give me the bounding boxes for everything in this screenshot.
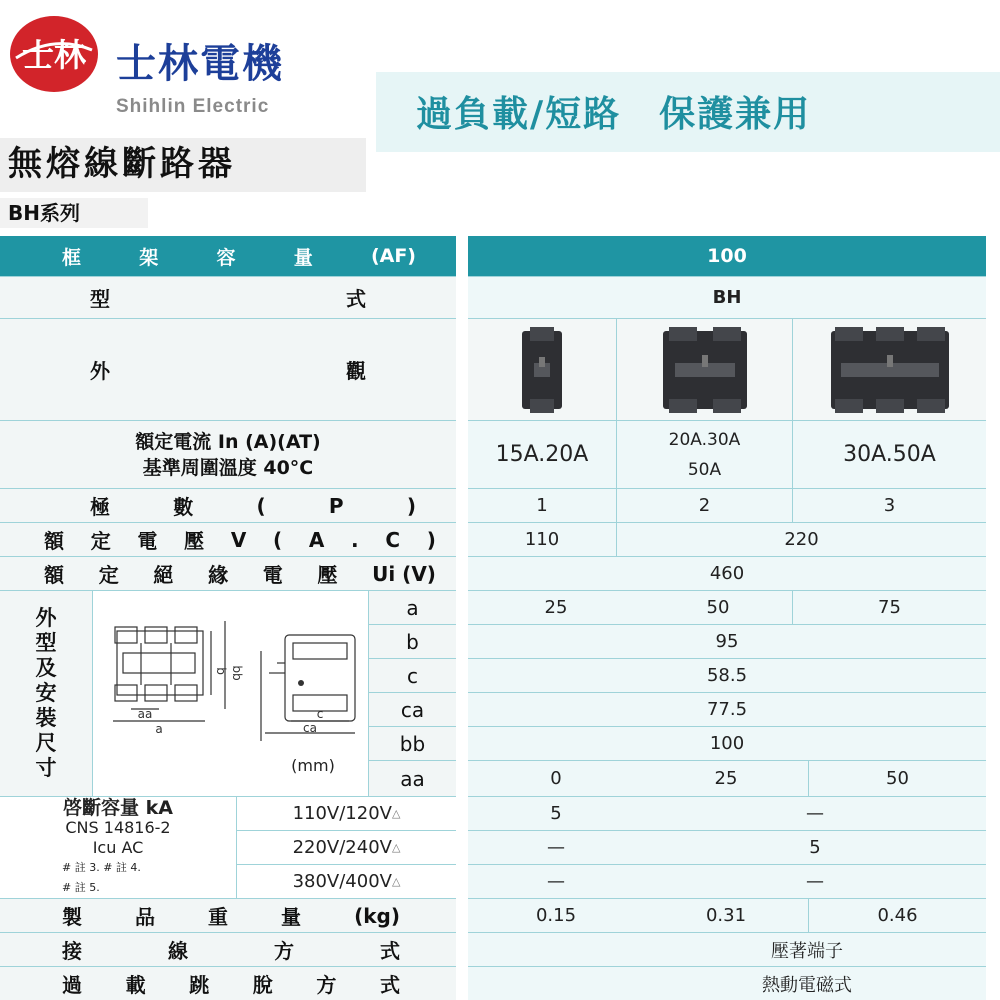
rated-voltage-label-char: 額 — [44, 529, 64, 553]
breaking-voltage-text: 220V/240V — [292, 837, 392, 858]
weight-label-char: 品 — [135, 905, 156, 929]
rated-voltage-label-char: . — [351, 527, 359, 552]
breaking-220-2p3p: 5 — [644, 830, 986, 864]
rated-voltage-label-char: V — [230, 527, 247, 552]
insulation-label-char: 絕 — [153, 563, 174, 587]
rated-current-2p-line: 50A — [687, 459, 722, 480]
breaking-110-1p: 5 — [468, 796, 644, 830]
breaker-3-pole-icon — [825, 327, 955, 413]
trip-label-char: 方 — [316, 973, 337, 997]
triangle-note-icon: △ — [391, 875, 401, 888]
dimensions-label-char: 寸 — [35, 756, 57, 780]
rated-voltage-label-char: 電 — [137, 529, 158, 553]
insulation-label-char: 定 — [98, 563, 119, 587]
trip-label — [0, 966, 456, 1000]
dim-a-1p: 25 — [468, 590, 644, 624]
weight-label-char: 製 — [62, 905, 82, 929]
breaker-2-pole-icon — [655, 327, 755, 413]
dimensions-label-char: 尺 — [35, 731, 57, 755]
rated-current-label — [0, 420, 456, 488]
rated-voltage-2p3p: 220 — [616, 522, 986, 556]
dim-ca-value: 77.5 — [468, 692, 986, 726]
breaking-voltage-text: 110V/120V — [292, 803, 392, 824]
breaking-icu-line: Icu AC — [92, 837, 144, 857]
page-title: 無熔線斷路器 — [8, 144, 236, 184]
dim-a-3p: 75 — [792, 590, 986, 624]
brand-name-english: Shihlin Electric — [116, 96, 270, 117]
insulation-label-char: 緣 — [208, 563, 229, 587]
dim-label-ca: ca — [303, 721, 317, 735]
insulation-label-unit: Ui (V) — [372, 561, 436, 586]
feature-banner-text: 過負載/短路 保護兼用 — [416, 94, 812, 135]
breaker-1p-image — [468, 318, 616, 420]
dim-key-ca: ca — [368, 692, 456, 726]
weight-3p: 0.46 — [808, 898, 986, 932]
weight-label-char: 重 — [208, 905, 229, 929]
connection-label-char: 方 — [274, 939, 294, 963]
poles-label-char: 極 — [90, 495, 110, 519]
dim-key-aa: aa — [368, 760, 456, 796]
breaking-note-line: # 註 5. — [62, 880, 100, 894]
poles-1p: 1 — [468, 488, 616, 522]
triangle-note-icon: △ — [391, 841, 401, 854]
insulation-voltage-value: 460 — [468, 556, 986, 590]
breaking-voltage-220 — [236, 830, 456, 864]
trip-label-char: 載 — [125, 973, 146, 997]
trip-label-char: 跳 — [189, 973, 210, 997]
dimensions-label-char: 裝 — [35, 706, 57, 730]
dimension-diagram — [92, 590, 368, 796]
af-label-unit: (AF) — [370, 245, 416, 267]
poles-label-char: 數 — [173, 495, 194, 519]
dim-key-bb: bb — [368, 726, 456, 760]
brand-name-chinese: 士林電機 — [116, 41, 284, 87]
dim-label-aa: aa — [137, 707, 153, 721]
dim-bb-value: 100 — [468, 726, 986, 760]
af-label-char: 量 — [293, 246, 313, 269]
rated-voltage-label-char: A — [308, 527, 325, 552]
weight-label-unit: (kg) — [354, 903, 400, 928]
breaking-380-1p: — — [468, 864, 644, 898]
poles-label-char: ) — [406, 493, 416, 518]
dimensions-label-char: 型 — [35, 631, 57, 655]
af-label-char: 容 — [216, 246, 236, 269]
rated-voltage-label-char: ( — [273, 527, 283, 552]
rated-voltage-label-char: ) — [426, 527, 436, 552]
connection-label-char: 接 — [62, 939, 82, 963]
dim-key-a: a — [368, 590, 456, 624]
weight-1p: 0.15 — [468, 898, 644, 932]
breaking-capacity-label — [0, 796, 236, 898]
trip-label-char: 脫 — [252, 973, 273, 997]
breaker-2p-image — [616, 318, 792, 420]
rated-voltage-label-char: 定 — [90, 529, 111, 553]
breaker-3p-image — [792, 318, 986, 420]
trip-label-char: 過 — [62, 973, 82, 997]
triangle-note-icon: △ — [391, 807, 401, 820]
poles-2p: 2 — [616, 488, 792, 522]
rated-current-3p: 30A.50A — [792, 420, 986, 488]
rated-current-2p — [616, 420, 792, 488]
model-value: BH — [468, 276, 986, 318]
logo-mark: 士林 — [21, 36, 87, 74]
weight-2p: 0.31 — [644, 898, 808, 932]
dim-key-b: b — [368, 624, 456, 658]
dim-aa-1p: 0 — [468, 760, 644, 796]
insulation-label-char: 壓 — [317, 563, 338, 587]
shihlin-logo-icon — [8, 14, 100, 94]
breaker-1-pole-icon — [512, 327, 572, 413]
insulation-voltage-label — [0, 556, 456, 590]
appearance-label-char: 外 — [90, 359, 110, 383]
dimensions-label-char: 外 — [35, 606, 57, 630]
af-label — [0, 236, 456, 276]
dimensions-label — [0, 590, 92, 796]
af-label-char: 架 — [139, 246, 159, 269]
breaking-voltage-text: 380V/400V — [292, 871, 392, 892]
rated-voltage-1p: 110 — [468, 522, 616, 556]
rated-temp-label-line: 基準周圍溫度 40°C — [142, 456, 314, 479]
rated-voltage-label — [0, 522, 456, 556]
dim-a-2p: 50 — [644, 590, 792, 624]
rated-current-1p: 15A.20A — [468, 420, 616, 488]
breaking-label-line: 啓斷容量 kA — [63, 796, 173, 819]
dim-key-c: c — [368, 658, 456, 692]
model-label — [0, 276, 456, 318]
breaking-voltage-110 — [236, 796, 456, 830]
dim-aa-3p: 50 — [808, 760, 986, 796]
rated-voltage-label-char: 壓 — [184, 529, 205, 553]
breaking-380-2p3p: — — [644, 864, 986, 898]
breaking-standard-line: CNS 14816-2 — [65, 817, 171, 837]
weight-label — [0, 898, 456, 932]
af-label-char: 框 — [62, 246, 82, 269]
trip-value: 熱動電磁式 — [468, 966, 986, 1000]
appearance-label — [0, 318, 456, 420]
connection-label-char: 線 — [168, 939, 188, 963]
appearance-label-char: 觀 — [346, 359, 366, 383]
connection-label-char: 式 — [380, 939, 400, 963]
dim-aa-2p: 25 — [644, 760, 808, 796]
trip-label-char: 式 — [379, 973, 400, 997]
rated-current-2p-line: 20A.30A — [668, 429, 741, 450]
rated-voltage-label-char: C — [385, 527, 401, 552]
breaking-220-1p: — — [468, 830, 644, 864]
breaker-dimension-drawing — [93, 591, 368, 796]
model-label-char: 式 — [346, 287, 366, 311]
connection-value: 壓著端子 — [468, 932, 986, 966]
insulation-label-char: 額 — [44, 563, 64, 587]
connection-label — [0, 932, 456, 966]
poles-label — [0, 488, 456, 522]
weight-label-char: 量 — [281, 905, 302, 929]
dim-b-value: 95 — [468, 624, 986, 658]
model-label-char: 型 — [90, 287, 110, 311]
dimensions-label-char: 安 — [35, 681, 57, 705]
dim-label-b: b — [214, 667, 228, 675]
breaking-voltage-380 — [236, 864, 456, 898]
dim-label-bb: bb — [230, 665, 244, 681]
dim-c-value: 58.5 — [468, 658, 986, 692]
poles-3p: 3 — [792, 488, 986, 522]
af-value: 100 — [468, 236, 986, 276]
poles-label-char: P — [328, 493, 344, 518]
dim-label-a: a — [155, 722, 163, 736]
insulation-label-char: 電 — [262, 563, 283, 587]
breaking-note-line: # 註 3. # 註 4. — [62, 860, 141, 874]
dimensions-label-char: 及 — [35, 656, 57, 680]
dimension-unit: (mm) — [291, 756, 335, 775]
dim-label-c: c — [316, 707, 324, 721]
rated-current-label-line: 額定電流 In (A)(AT) — [135, 430, 321, 453]
breaking-110-2p3p: — — [644, 796, 986, 830]
series-title: BH系列 — [8, 201, 80, 225]
poles-label-char: ( — [256, 493, 266, 518]
